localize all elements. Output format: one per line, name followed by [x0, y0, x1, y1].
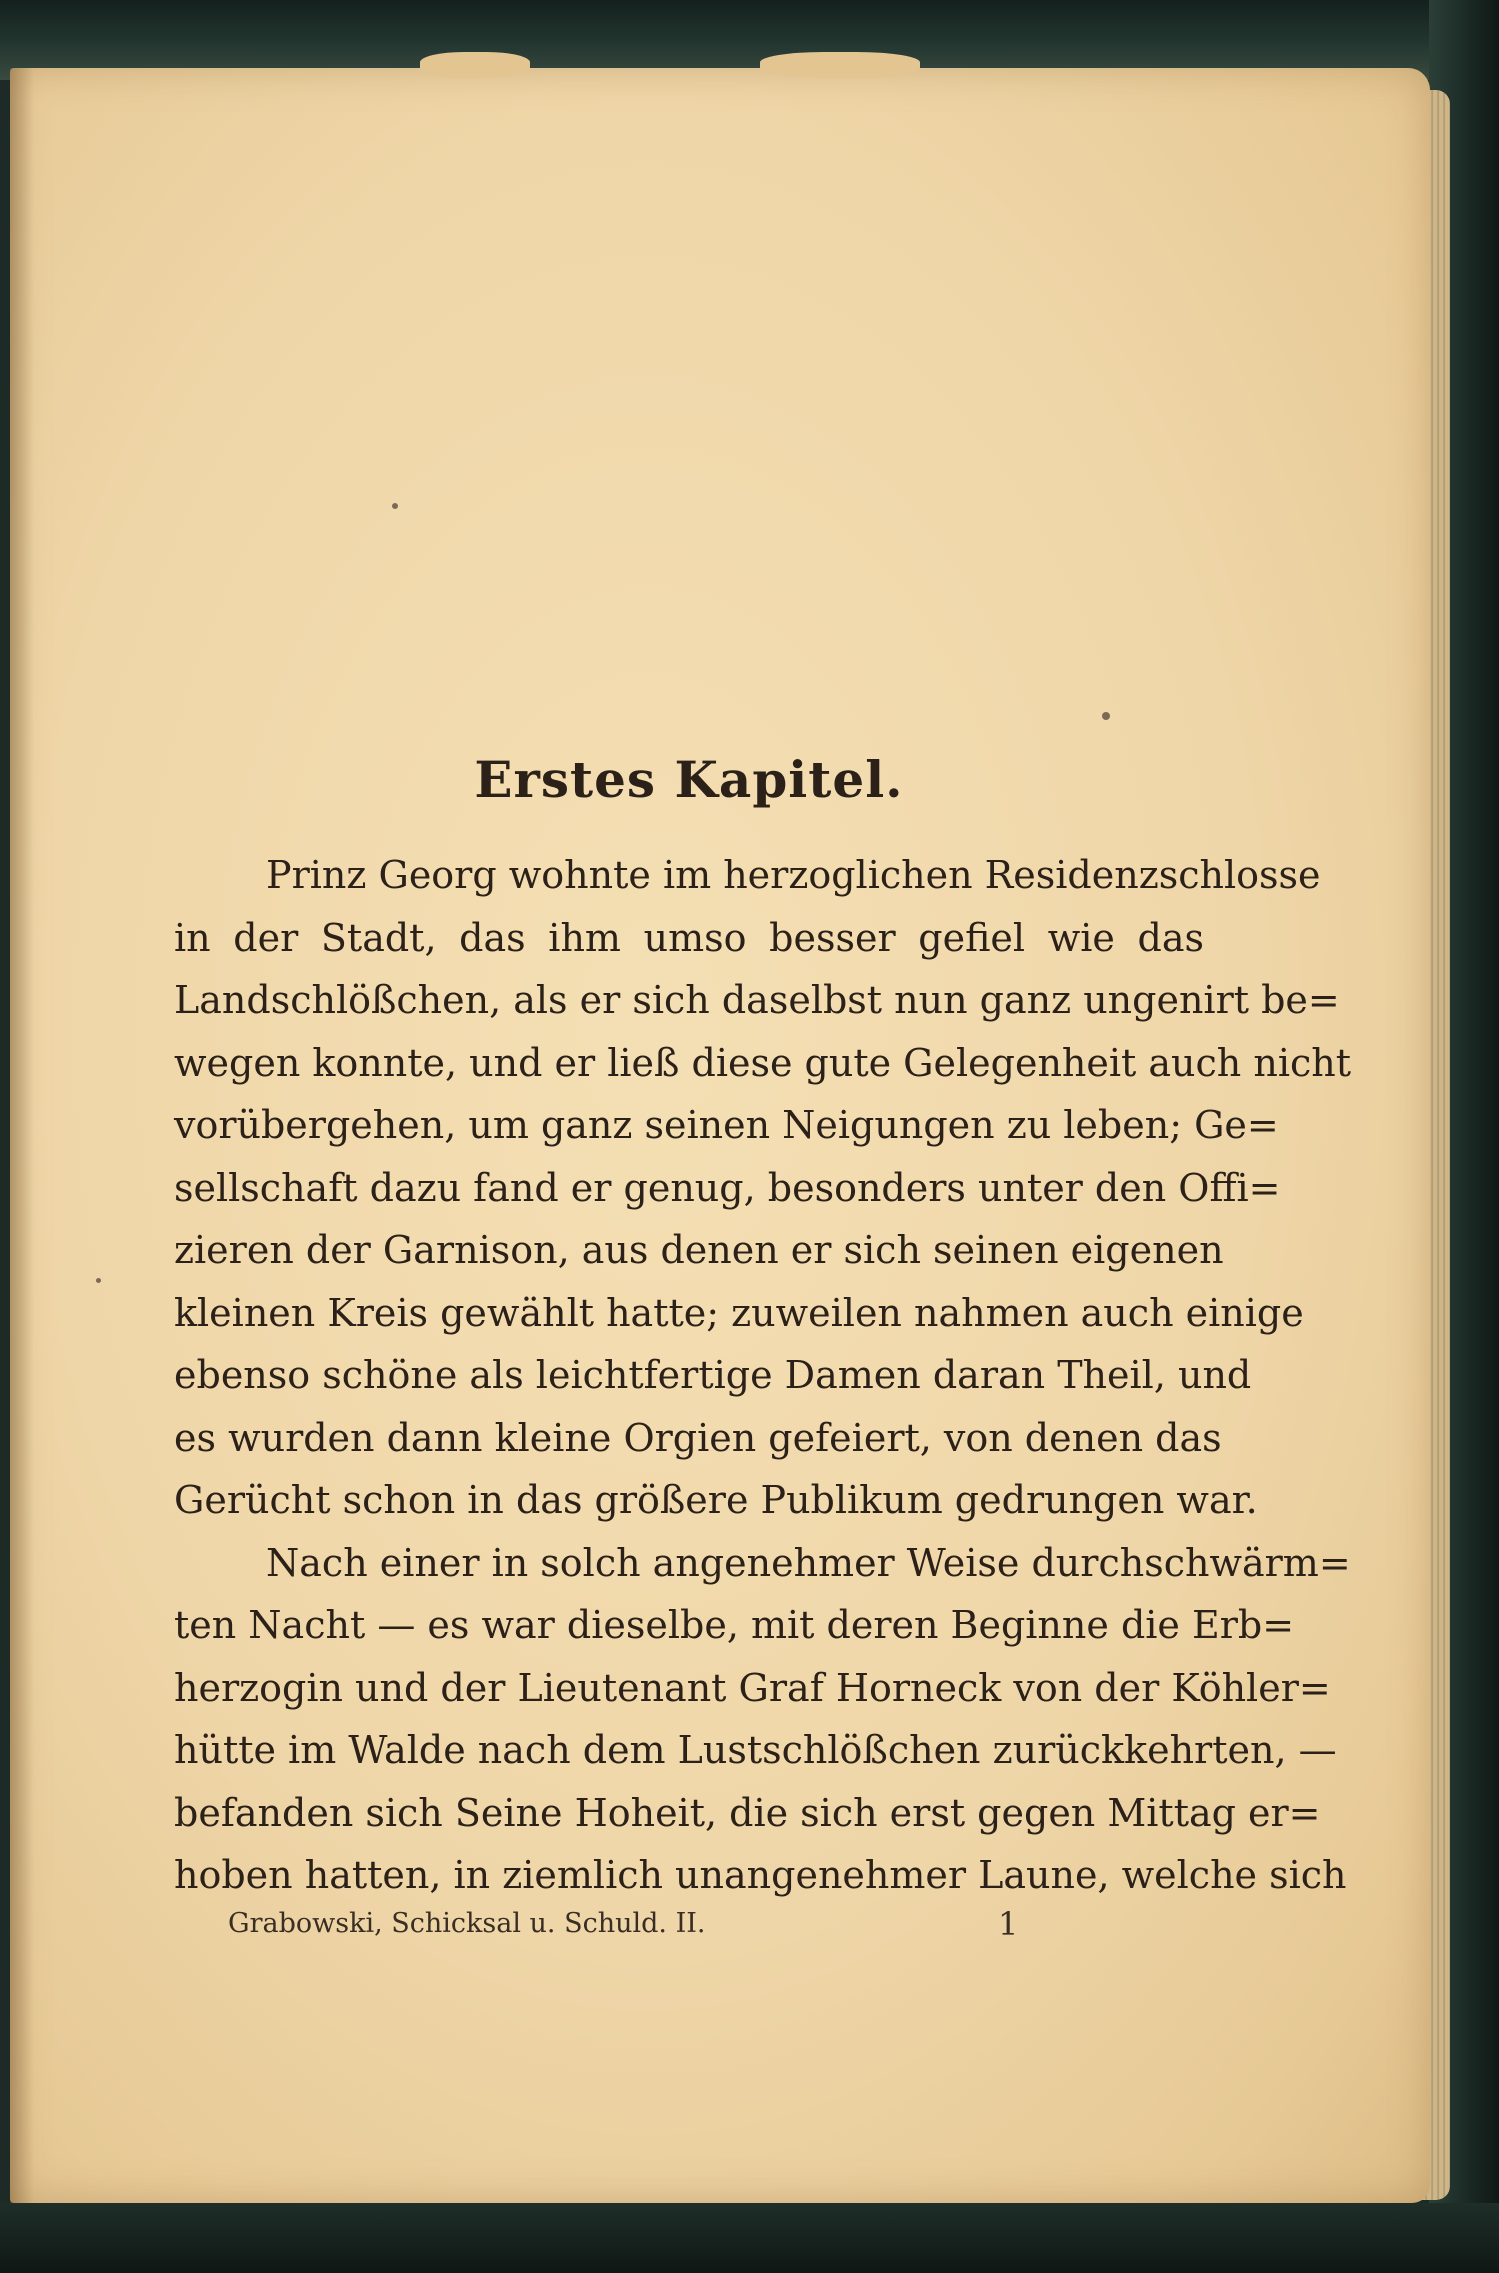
text-line: befanden sich Seine Hoheit, die sich erst gegen Mittag er= [174, 1790, 1321, 1835]
text-line: ten Nacht — es war dieselbe, mit deren Beginne die Erb= [174, 1603, 1295, 1647]
text-line: Prinz Georg wohnte im herzoglichen Residenzschlosse [266, 853, 1321, 897]
text-line: ebenso schöne als leichtfertige Damen daran Theil, und [174, 1353, 1252, 1397]
book-cover-bottom [0, 2203, 1499, 2273]
signature-mark: Grabowski, Schicksal u. Schuld. II. [228, 1908, 706, 1939]
page-number: 1 [998, 1905, 1019, 1943]
text-line: vorübergehen, um ganz seinen Neigungen zu leben; Ge= [174, 1103, 1279, 1147]
paragraph-2 [174, 1532, 1351, 1907]
page-gutter [10, 68, 34, 2203]
text-block [174, 750, 1352, 1907]
text-line: sellschaft dazu fand er genug, besonders unter den Offi= [174, 1165, 1281, 1210]
text-line: wegen konnte, und er ließ diese gute Gelegenheit auch nicht [174, 1040, 1352, 1085]
text-line: in der Stadt, das ihm umso besser gefiel wie das [174, 915, 1204, 960]
text-line: es wurden dann kleine Orgien gefeiert, von denen das [174, 1415, 1222, 1460]
text-line: Gerücht schon in das größere Publikum gedrungen war. [174, 1478, 1258, 1522]
text-line: Nach einer in solch angenehmer Weise durchschwärm= [266, 1540, 1351, 1585]
page-tear [760, 52, 920, 78]
chapter-title: Erstes Kapitel. [474, 750, 904, 809]
paper-speck [1102, 712, 1110, 720]
page-footer [228, 1904, 1028, 1944]
text-line: kleinen Kreis gewählt hatte; zuweilen nahmen auch einige [174, 1290, 1304, 1335]
page-tear [420, 52, 530, 78]
paper-speck [96, 1278, 101, 1283]
text-line: Landschlößchen, als er sich daselbst nun ganz ungenirt be= [174, 978, 1340, 1022]
paragraph-1 [174, 844, 1352, 1532]
paper-speck [392, 503, 398, 509]
text-line: hütte im Walde nach dem Lustschlößchen zurückkehrten, — [174, 1728, 1337, 1772]
text-line: zieren der Garnison, aus denen er sich seinen eigenen [174, 1228, 1224, 1272]
text-line: hoben hatten, in ziemlich unangenehmer Laune, welche sich [174, 1853, 1347, 1897]
text-line: herzogin und der Lieutenant Graf Horneck von der Köhler= [174, 1665, 1331, 1710]
